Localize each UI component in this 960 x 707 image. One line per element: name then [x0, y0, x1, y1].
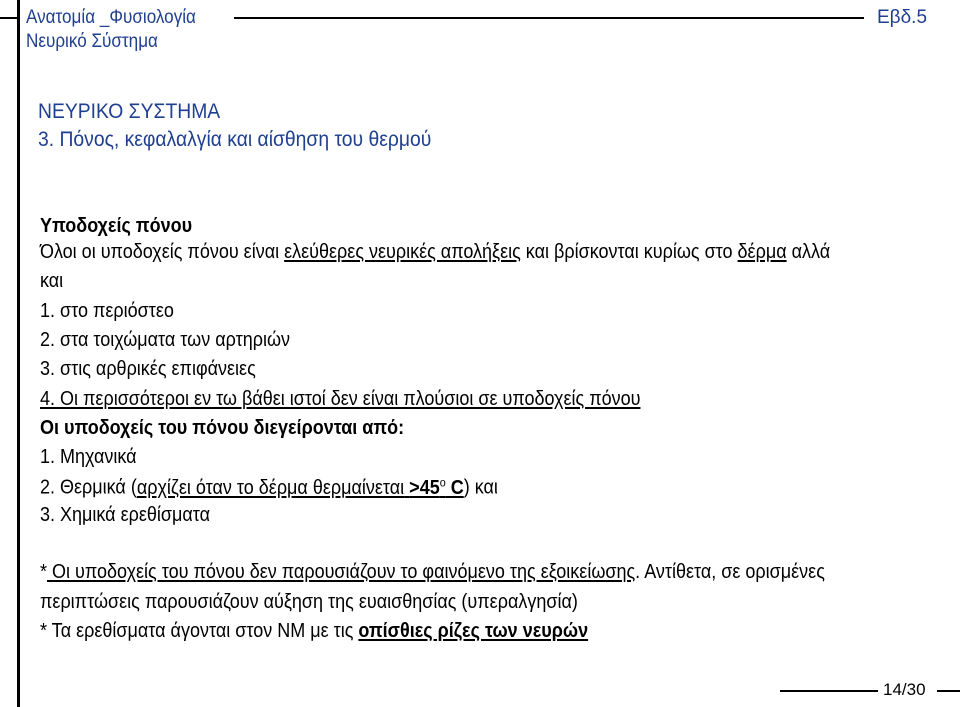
- footer-rule: [780, 690, 878, 692]
- page-subtitle: 3. Πόνος, κεφαλαλγία και αίσθηση του θερμού: [38, 128, 432, 151]
- header-rule: [234, 17, 864, 19]
- footer-rule-end: [937, 690, 960, 692]
- left-vertical-rule: [17, 0, 20, 707]
- note-2-emphasis: οπίσθιες ρίζες των νευρών: [358, 620, 589, 642]
- note-1-continuation: περιπτώσεις παρουσιάζουν αύξηση της ευαισθησίας (υπεραλγησία): [40, 591, 578, 613]
- page-number: 14/30: [883, 680, 926, 699]
- intro-underlined-1: ελεύθερες νευρικές απολήξεις: [284, 241, 521, 263]
- intro-underlined-2: δέρμα: [737, 241, 787, 263]
- stimulus-item-1: 1. Μηχανικά: [40, 446, 137, 468]
- intro-text-mid: και βρίσκονται κυρίως στο: [520, 241, 738, 263]
- page-title: ΝΕΥΡΙΚΟ ΣΥΣΤΗΜΑ: [38, 100, 221, 123]
- note-1-star: *: [40, 561, 48, 583]
- header-rule-left: [0, 17, 17, 19]
- intro-line: [40, 241, 830, 264]
- location-item-2: 2. στα τοιχώματα των αρτηριών: [40, 329, 291, 351]
- intro-continuation: και: [40, 270, 64, 292]
- stimulus-2-underlined: αρχίζει όταν το δέρμα $\theta\varepsilon\rho\mu\alpha ί\nu\varepsilon\tau\alpha\iota >45^o$ C: [136, 475, 464, 499]
- stimulus-item-2: 2. Θερμικά (αρχίζει όταν το δέρμα $\theta\varepsilon\rho\mu\alpha ί\nu\varepsilon\tau\alpha\iota >45^o$ C) και: [40, 475, 498, 499]
- intro-text-pre: Όλοι οι υποδοχείς πόνου είναι: [40, 241, 285, 263]
- note-1: [40, 561, 825, 584]
- location-item-1: 1. στο περιόστεο: [40, 300, 174, 322]
- intro-text-post: αλλά: [786, 241, 831, 263]
- stimuli-heading: Οι υποδοχείς του πόνου διεγείρονται από:: [40, 417, 405, 439]
- location-item-4: 4. Οι περισσότεροι εν τω βάθει ιστοί δεν είναι πλούσιοι σε υποδοχείς πόνου: [40, 388, 641, 410]
- header-code: Εβδ.5: [877, 7, 928, 28]
- header-course: Ανατομία _Φυσιολογία: [26, 7, 196, 28]
- location-item-3: 3. στις αρθρικές επιφάνειες: [40, 358, 256, 380]
- note-2: * Τα ερεθίσματα άγονται στον ΝΜ με τις οπίσθιες ρίζες των νευρών: [40, 620, 589, 642]
- header-topic: Νευρικό Σύστημα: [26, 31, 158, 52]
- note-1-post: . Αντίθετα, σε ορισμένες: [635, 561, 825, 583]
- section-heading: Υποδοχείς πόνου: [40, 215, 193, 237]
- stimulus-item-3: 3. Χημικά ερεθίσματα: [40, 504, 211, 526]
- note-1-underlined: Οι υποδοχείς του πόνου δεν παρουσιάζουν το φαινόμενο της εξοικείωσης: [47, 561, 636, 583]
